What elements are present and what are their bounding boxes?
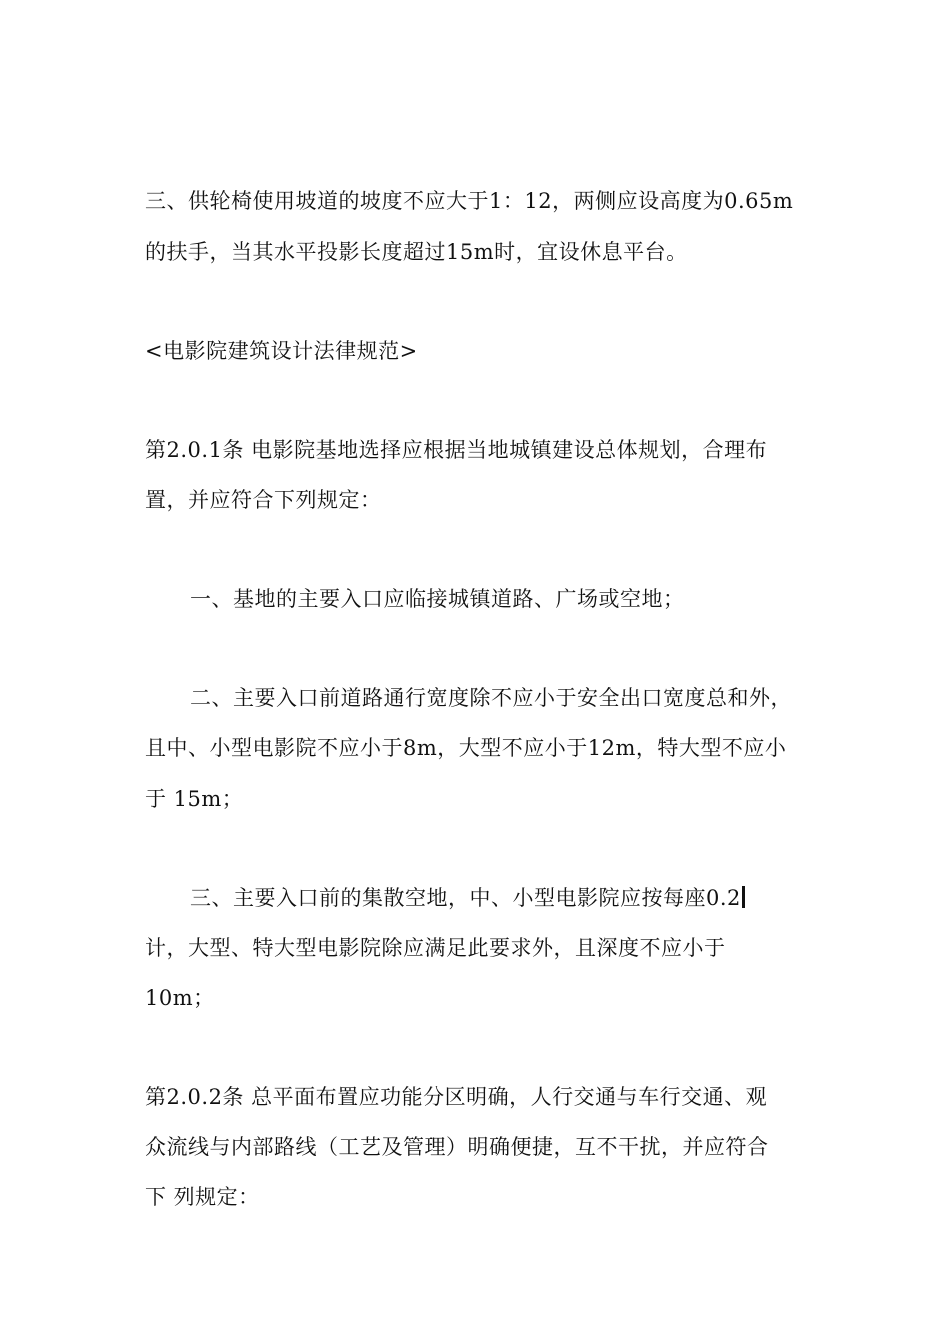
text-line: 第2.0.1条 电影院基地选择应根据当地城镇建设总体规划，合理布 [145,438,768,462]
text-line: 计，大型、特大型电影院除应满足此要求外，且深度不应小于 [145,936,726,960]
section-title: <电影院建筑设计法律规范> [145,339,418,363]
text-line: 下 列规定： [145,1185,260,1209]
text-line: 的扶手，当其水平投影长度超过15m时，宜设休息平台。 [145,240,688,264]
text-cursor-icon [742,886,745,908]
text-line: 三、供轮椅使用坡道的坡度不应大于1：12，两侧应设高度为0.65m [145,189,794,213]
text-line: 第2.0.2条 总平面布置应功能分区明确，人行交通与车行交通、观 [145,1085,768,1109]
text-line: 10m； [145,986,215,1010]
text-line: 且中、小型电影院不应小于8m，大型不应小于12m，特大型不应小 [145,736,787,760]
text-line: 二、主要入口前道路通行宽度除不应小于安全出口宽度总和外， [190,686,792,710]
text-line: 置，并应符合下列规定： [145,488,382,512]
text-line: 一、基地的主要入口应临接城镇道路、广场或空地； [190,587,685,611]
text-line-with-cursor [190,884,745,912]
text-line: 众流线与内部路线（工艺及管理）明确便捷，互不干扰，并应符合 [145,1135,769,1159]
text-line: 三、主要入口前的集散空地，中、小型电影院应按每座0.2 [190,886,741,910]
text-line: 于 15m； [145,787,244,811]
